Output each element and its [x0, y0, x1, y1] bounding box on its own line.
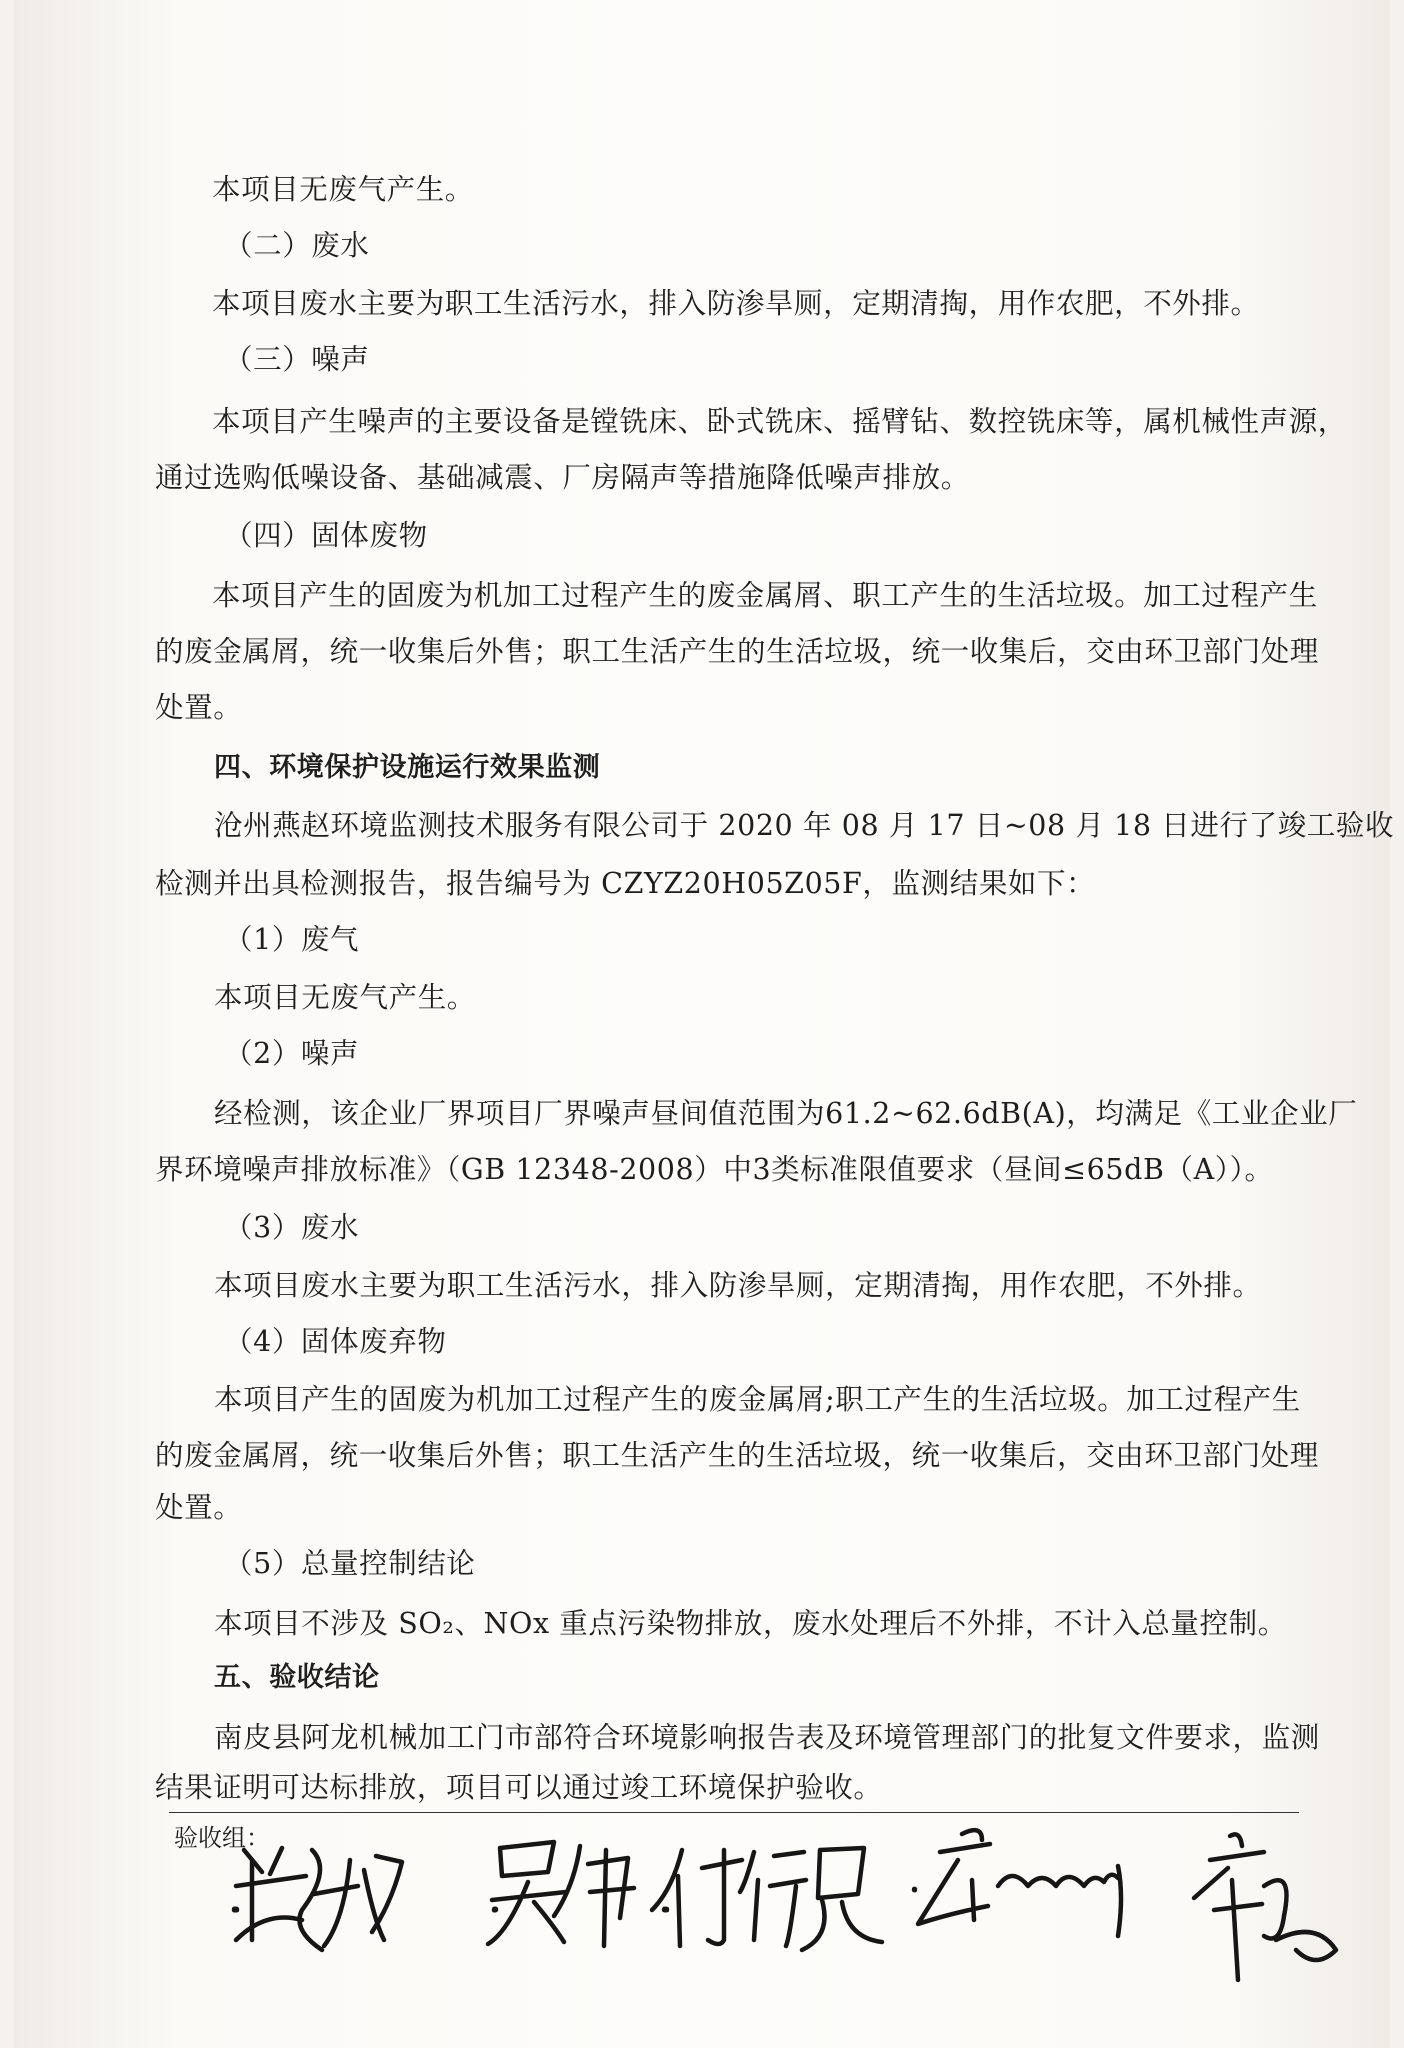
handwritten-signature: [234, 1848, 402, 1950]
paragraph-line: 本项目废水主要为职工生活污水，排入防渗旱厕，定期清掏，用作农肥，不外排。: [214, 1269, 1262, 1302]
paragraph-line: 本项目产生的固废为机加工过程产生的废金属屑;职工产生的生活垃圾。加工过程产生: [214, 1383, 1301, 1416]
paragraph-line: 本项目产生的固废为机加工过程产生的废金属屑、职工产生的生活垃圾。加工过程产生: [212, 579, 1318, 612]
paragraph-line: 本项目产生噪声的主要设备是镗铣床、卧式铣床、摇臂钻、数控铣床等，属机械性声源，: [212, 405, 1347, 438]
paragraph-line: 结果证明可达标排放，项目可以通过竣工环境保护验收。: [155, 1771, 883, 1804]
paragraph-line: 南皮县阿龙机械加工门市部符合环境影响报告表及环境管理部门的批复文件要求，监测: [214, 1721, 1320, 1754]
paragraph-line: 本项目无废气产生。: [212, 173, 474, 206]
section-heading: （2）噪声: [224, 1037, 360, 1070]
section-heading: （四）固体废物: [224, 519, 428, 552]
paragraph-line: 本项目不涉及 SO₂、NOx 重点污染物排放，废水处理后不外排，不计入总量控制。: [214, 1607, 1287, 1640]
section-heading: （5）总量控制结论: [224, 1547, 476, 1580]
paragraph-line: 本项目无废气产生。: [214, 981, 476, 1014]
handwritten-signature: [1194, 1834, 1336, 1980]
signature-label: 验收组：: [174, 1824, 270, 1852]
paragraph-line: 的废金属屑，统一收集后外售；职工生活产生的生活垃圾，统一收集后，交由环卫部门处理: [155, 635, 1320, 668]
section-heading: （二）废水: [224, 229, 370, 262]
chapter-heading: 五、验收结论: [214, 1662, 380, 1693]
paragraph-line: 经检测，该企业厂界项目厂界噪声昼间值范围为61.2~62.6dB(A)，均满足《工业企业厂: [214, 1097, 1358, 1130]
paragraph-line: 沧州燕赵环境监测技术服务有限公司于 2020 年 08 月 17 日~08 月 18 日进行了竣工验收: [214, 809, 1395, 842]
svg-text:辛: 辛: [914, 1890, 915, 1891]
svg-text:吴伟: 吴伟: [494, 1910, 496, 1911]
signatures-area: [14, 1790, 1390, 2030]
paragraph-line: 的废金属屑，统一收集后外售；职工生活产生的生活垃圾，统一收集后，交由环卫部门处理: [155, 1439, 1320, 1472]
handwritten-signature: [652, 1848, 882, 1950]
paragraph-line: 界环境噪声排放标准》（GB 12348-2008）中3类标准限值要求（昼间≤65dB（A））。: [155, 1153, 1274, 1186]
paragraph-line: 处置。: [155, 1491, 243, 1524]
paragraph-line: 检测并出具检测报告，报告编号为 CZYZ20H05Z05F，监测结果如下：: [155, 867, 1096, 900]
svg-text:付衍宽: 付衍宽: [664, 1910, 667, 1911]
section-heading: （3）废水: [224, 1211, 360, 1244]
section-heading: （1）废气: [224, 923, 360, 956]
section-heading: （4）固体废弃物: [224, 1325, 447, 1358]
handwritten-signature: [488, 1842, 634, 1946]
section-heading: （三）噪声: [224, 343, 370, 376]
document-page: [14, 0, 1395, 2048]
paragraph-line: 本项目废水主要为职工生活污水，排入防渗旱厕，定期清掏，用作农肥，不外排。: [212, 287, 1260, 320]
svg-text:姜俊波: 姜俊波: [234, 1910, 237, 1911]
handwritten-signature: [914, 1830, 1121, 1936]
paragraph-line: 通过选购低噪设备、基础减震、厂房隔声等措施降低噪声排放。: [155, 461, 970, 494]
chapter-heading: 四、环境保护设施运行效果监测: [214, 752, 601, 783]
paragraph-line: 处置。: [155, 691, 243, 724]
